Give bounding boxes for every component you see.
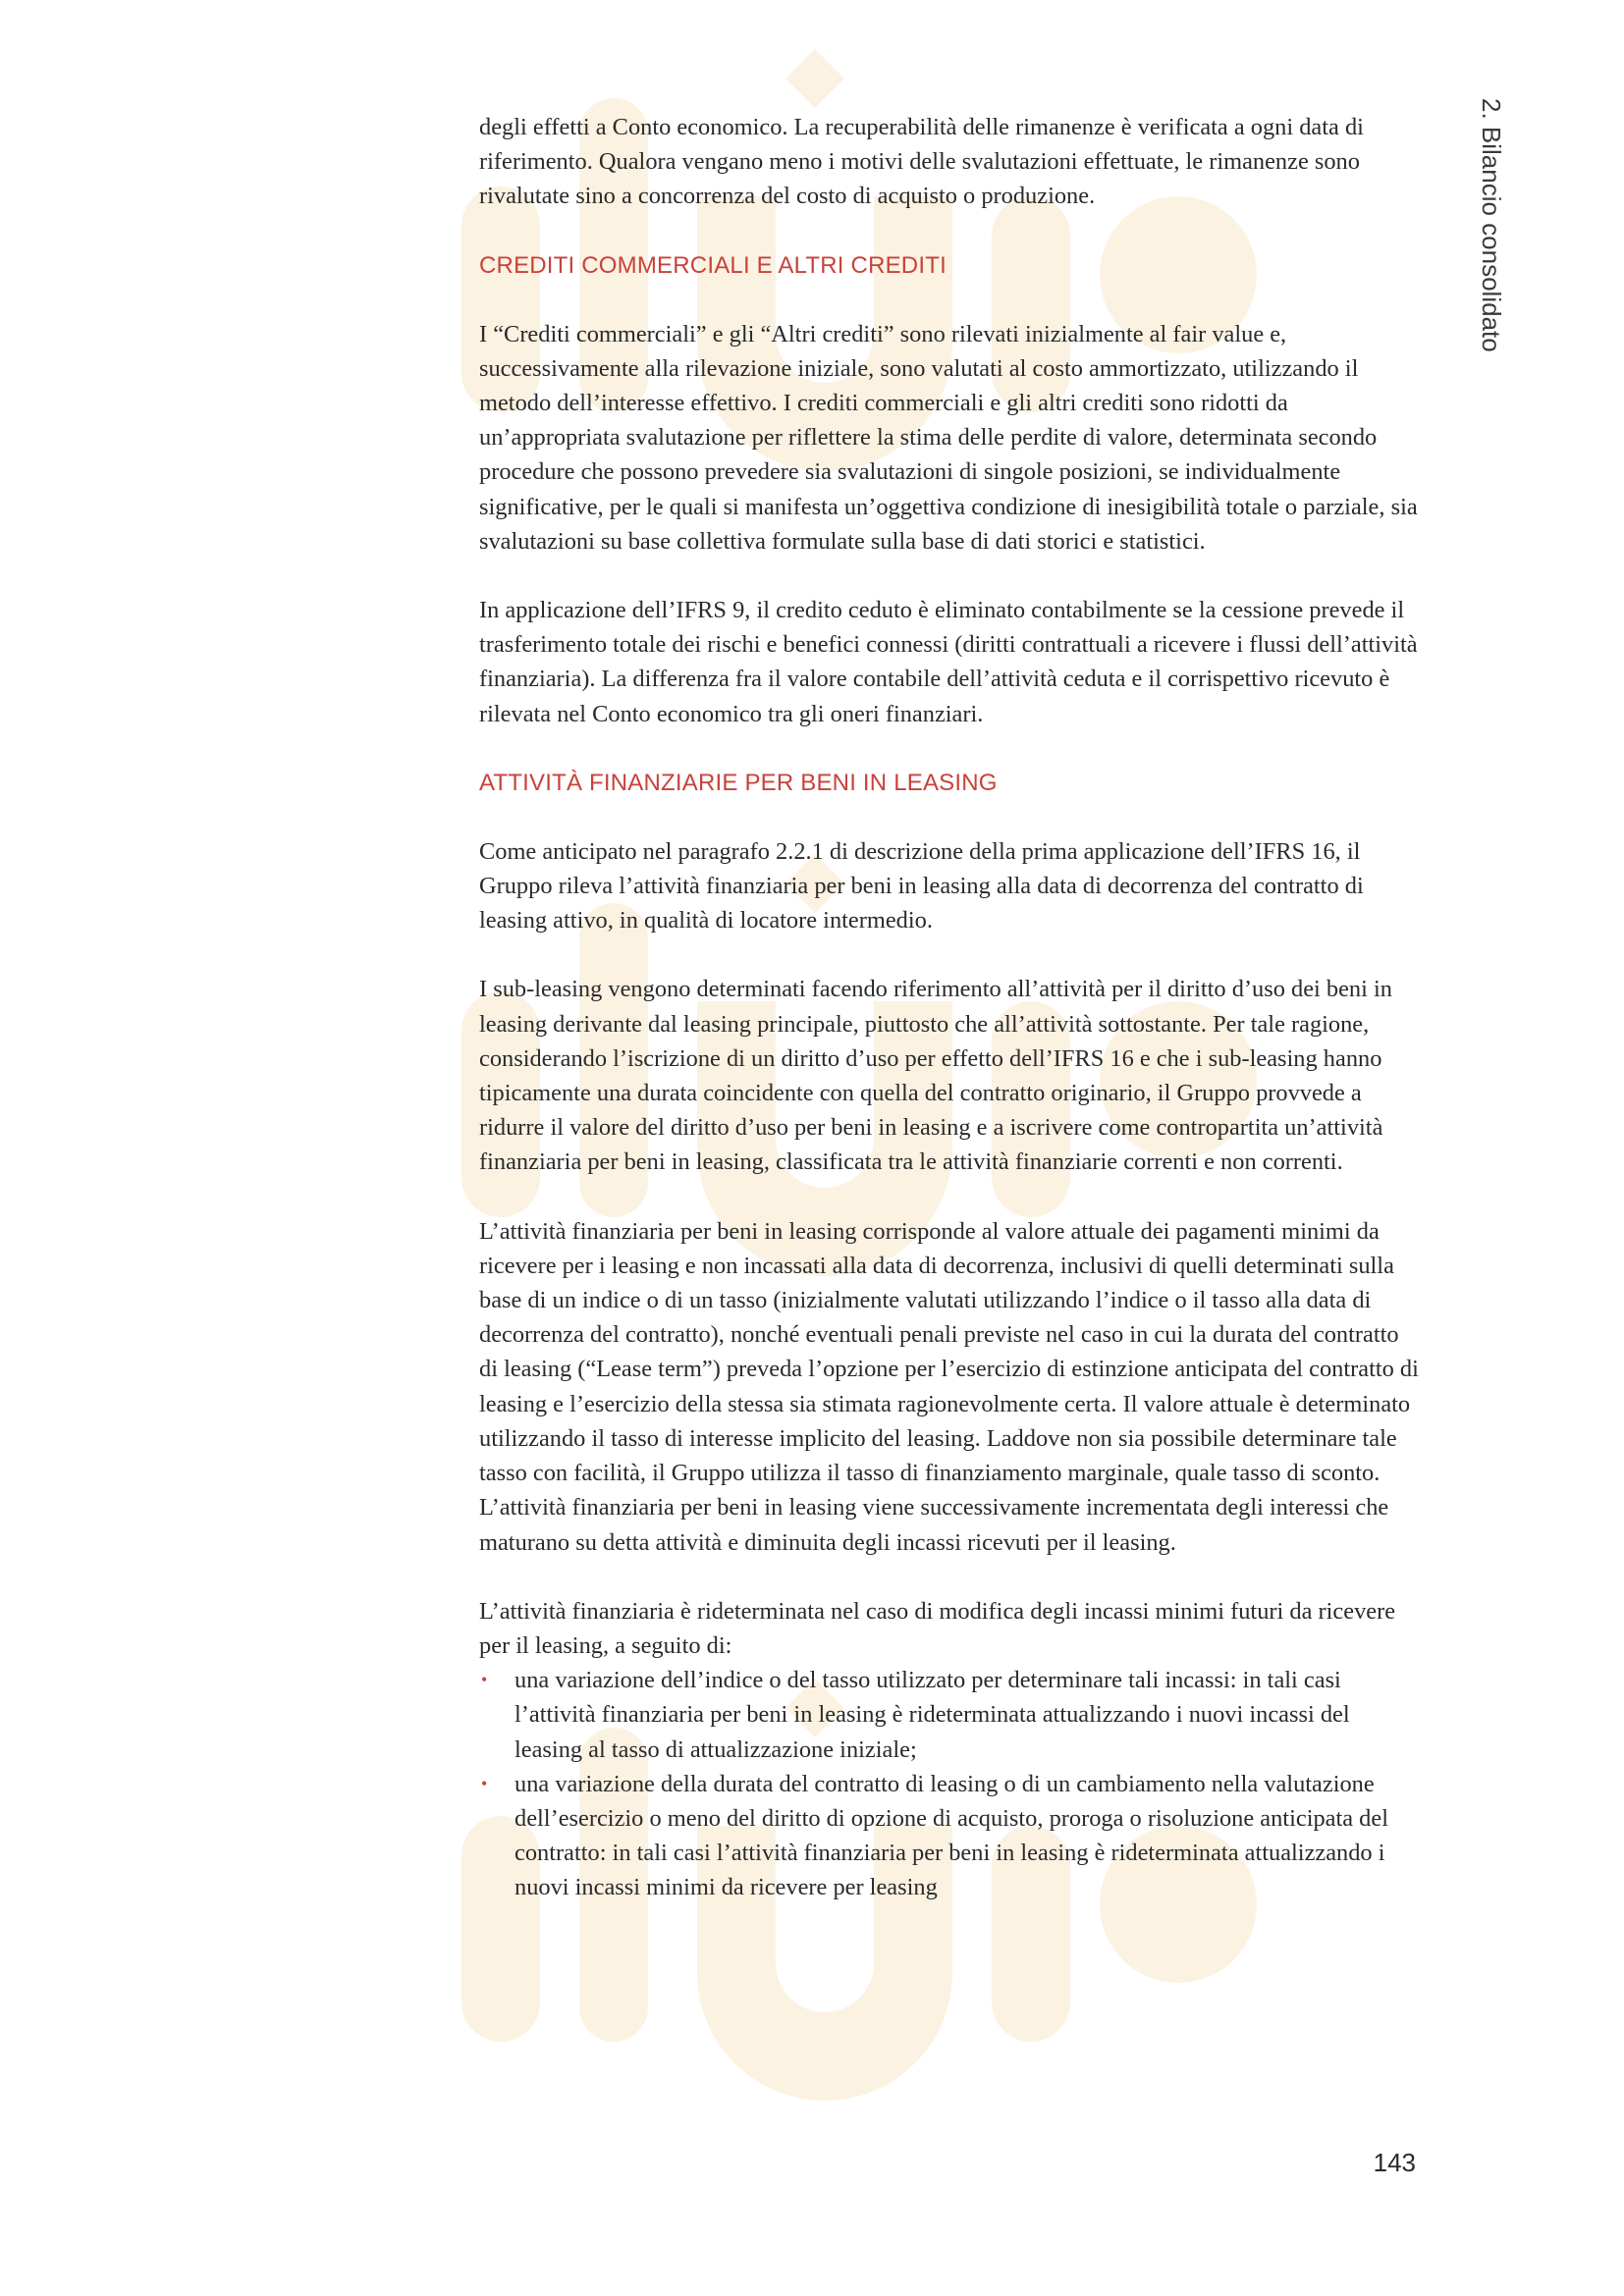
paragraph: I “Crediti commerciali” e gli “Altri crediti” sono rilevati inizialmente al fair value e, successivamente alla rilevazione iniziale, sono valutati al costo ammortizzato, utilizzando il metodo dell’interesse effettivo. I crediti commerciali e gli altri crediti sono ridotti da un’appropriata svalutazione per riflettere la stima delle perdite di valore, determinata secondo procedure che possono prevedere sia svalutazioni di singole posizioni, se individualmente significative, per le quali si manifesta un’oggettiva condizione di inesigibilità totale o parziale, sia svalutazioni su base collettiva formulate sulla base di dati storici e statistici.	[479, 320, 1418, 555]
paragraph: L’attività finanziaria è rideterminata nel caso di modifica degli incassi minimi futuri da ricevere per il leasing, a seguito di:	[479, 1597, 1396, 1659]
paragraph: L’attività finanziaria per beni in leasing corrisponde al valore attuale dei pagamenti minimi da ricevere per i leasing e non incassati alla data di decorrenza, inclusivi di quelli determinati sulla base di un indice o di un tasso (inizialmente valutati utilizzando l’indice o il tasso alla data di decorrenza del contratto), nonché eventuali penali previste nel caso in cui la durata del contratto di leasing (“Lease term”) preveda l’opzione per l’esercizio di estinzione anticipata del contratto di leasing e l’esercizio della stessa sia stimata ragionevolmente certa. Il valore attuale è determinato utilizzando il tasso di interesse implicito del leasing. Laddove non sia possibile determinare tale tasso con facilità, il Gruppo utilizza il tasso di finanziamento marginale, quale tasso di sconto. L’attività finanziaria per beni in leasing viene successivamente incrementata degli interessi che maturano su detta attività e diminuita degli incassi ricevuti per il leasing.	[479, 1217, 1419, 1556]
section-side-label-text: 2. Bilancio consolidato	[1477, 98, 1506, 352]
list-item: • una variazione dell’indice o del tasso utilizzato per determinare tali incassi: in tali casi l’attività finanziaria per beni in leasing è rideterminata attualizzando i nuovi incassi del leasing al tasso di attualizzazione iniziale;	[479, 1663, 1420, 1767]
paragraph: I sub-leasing vengono determinati facendo riferimento all’attività per il diritto d’uso dei beni in leasing derivante dal leasing principale, piuttosto che all’attività sottostante. Per tale ragione, considerando l’iscrizione di un diritto d’uso per effetto dell’IFRS 16 e che i sub-leasing hanno tipicamente una durata coincidente con quella del contratto originario, il Gruppo provvede a ridurre il valore del diritto d’uso per beni in leasing e a iscrivere come contropartita un’attività finanziaria per beni in leasing, classificata tra le attività finanziarie correnti e non correnti.	[479, 976, 1392, 1176]
document-body	[479, 110, 1420, 1905]
bullet-list	[479, 1663, 1420, 1904]
section-heading: ATTIVITÀ FINANZIARIE PER BENI IN LEASING	[479, 769, 998, 796]
paragraph: degli effetti a Conto economico. La recuperabilità delle rimanenze è verificata a ogni data di riferimento. Qualora vengano meno i motivi delle svalutazioni effettuate, le rimanenze sono rivalutate sino a concorrenza del costo di acquisto o produzione.	[479, 114, 1364, 210]
page-number: 143	[1373, 2148, 1416, 2177]
section-heading: CREDITI COMMERCIALI E ALTRI CREDITI	[479, 251, 947, 279]
paragraph: Come anticipato nel paragrafo 2.2.1 di descrizione della prima applicazione dell’IFRS 16, il Gruppo rileva l’attività finanziaria per beni in leasing alla data di decorrenza del contratto di leasing attivo, in qualità di locatore intermedio.	[479, 837, 1364, 934]
paragraph: In applicazione dell’IFRS 9, il credito ceduto è eliminato contabilmente se la cessione prevede il trasferimento totale dei rischi e benefici connessi (diritti contrattuali a ricevere i flussi dell’attività finanziaria). La differenza fra il valore contabile dell’attività ceduta e il corrispettivo ricevuto è rilevata nel Conto economico tra gli oneri finanziari.	[479, 597, 1418, 727]
section-side-label	[1471, 98, 1510, 353]
list-item: • una variazione della durata del contratto di leasing o di un cambiamento nella valutazione dell’esercizio o meno del diritto di opzione di acquisto, proroga o risoluzione anticipata del contratto: in tali casi l’attività finanziaria per beni in leasing è rideterminata attualizzando i nuovi incassi minimi da ricevere per leasing	[479, 1767, 1420, 1905]
